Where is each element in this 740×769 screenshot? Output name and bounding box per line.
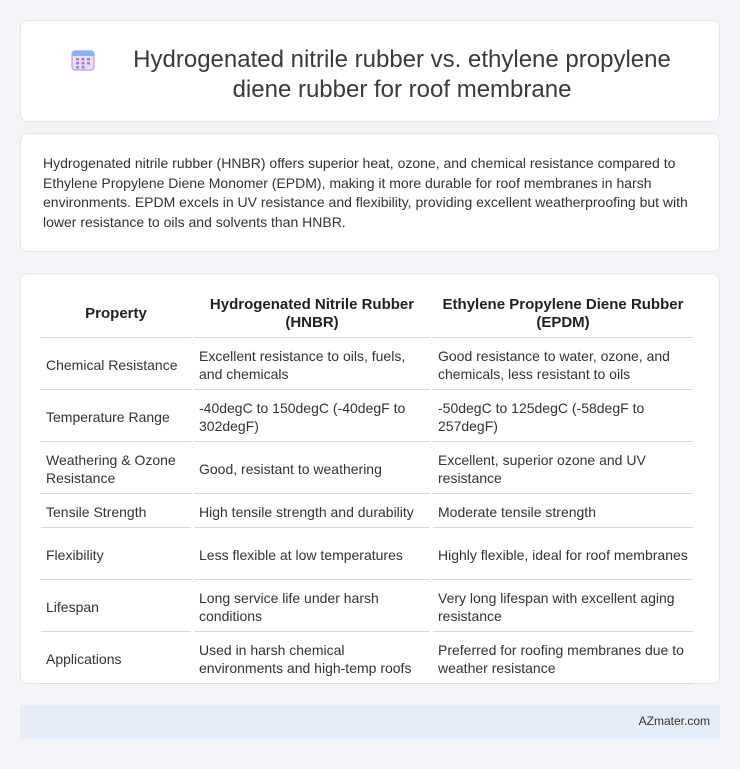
summary-card — [20, 133, 720, 252]
table-row — [41, 583, 693, 632]
hnbr-cell: Used in harsh chemical environments and high-temp roofs — [194, 635, 430, 684]
hnbr-cell: Less flexible at low temperatures — [194, 531, 430, 580]
property-cell: Weathering & Ozone Resistance — [41, 445, 191, 494]
table-row — [41, 497, 693, 528]
epdm-cell: Moderate tensile strength — [433, 497, 693, 528]
hnbr-cell: Long service life under harsh conditions — [194, 583, 430, 632]
hnbr-cell: Excellent resistance to oils, fuels, and chemicals — [194, 341, 430, 390]
epdm-cell: -50degC to 125degC (-58degF to 257degF) — [433, 393, 693, 442]
epdm-cell: Good resistance to water, ozone, and chemicals, less resistant to oils — [433, 341, 693, 390]
hnbr-cell: Good, resistant to weathering — [194, 445, 430, 494]
header-epdm: Ethylene Propylene Diene Rubber (EPDM) — [433, 296, 693, 338]
comparison-table-card — [20, 273, 720, 684]
property-cell: Applications — [41, 635, 191, 684]
table-row — [41, 445, 693, 494]
summary-paragraph: Hydrogenated nitrile rubber (HNBR) offers superior heat, ozone, and chemical resistance compared to Ethylene Propylene Diene Monomer (EPDM), making it more durable for roof membranes in harsh environments. EPDM excels in UV resistance and flexibility, providing excellent weatherproofing but with lower resistance to oils and solvents than HNBR. — [43, 155, 688, 230]
epdm-cell: Excellent, superior ozone and UV resistance — [433, 445, 693, 494]
table-header-row — [41, 296, 693, 338]
table-row — [41, 393, 693, 442]
header-property: Property — [41, 296, 191, 338]
property-cell: Chemical Resistance — [41, 341, 191, 390]
epdm-cell: Preferred for roofing membranes due to weather resistance — [433, 635, 693, 684]
table-row — [41, 531, 693, 580]
hnbr-cell: -40degC to 150degC (-40degF to 302degF) — [194, 393, 430, 442]
table-row — [41, 341, 693, 390]
epdm-cell: Highly flexible, ideal for roof membranes — [433, 531, 693, 580]
table-row — [41, 635, 693, 684]
comparison-table — [38, 293, 696, 687]
hnbr-cell: High tensile strength and durability — [194, 497, 430, 528]
property-cell: Lifespan — [41, 583, 191, 632]
title-card — [20, 20, 720, 122]
property-cell: Tensile Strength — [41, 497, 191, 528]
page-title: Hydrogenated nitrile rubber vs. ethylene propylene diene rubber for roof membrane — [133, 46, 671, 103]
property-cell: Flexibility — [41, 531, 191, 580]
calendar-icon — [71, 49, 95, 71]
header-hnbr: Hydrogenated Nitrile Rubber (HNBR) — [194, 296, 430, 338]
footer-site-link[interactable]: AZmater.com — [638, 714, 710, 728]
epdm-cell: Very long lifespan with excellent aging resistance — [433, 583, 693, 632]
footer-bar — [20, 705, 720, 739]
property-cell: Temperature Range — [41, 393, 191, 442]
